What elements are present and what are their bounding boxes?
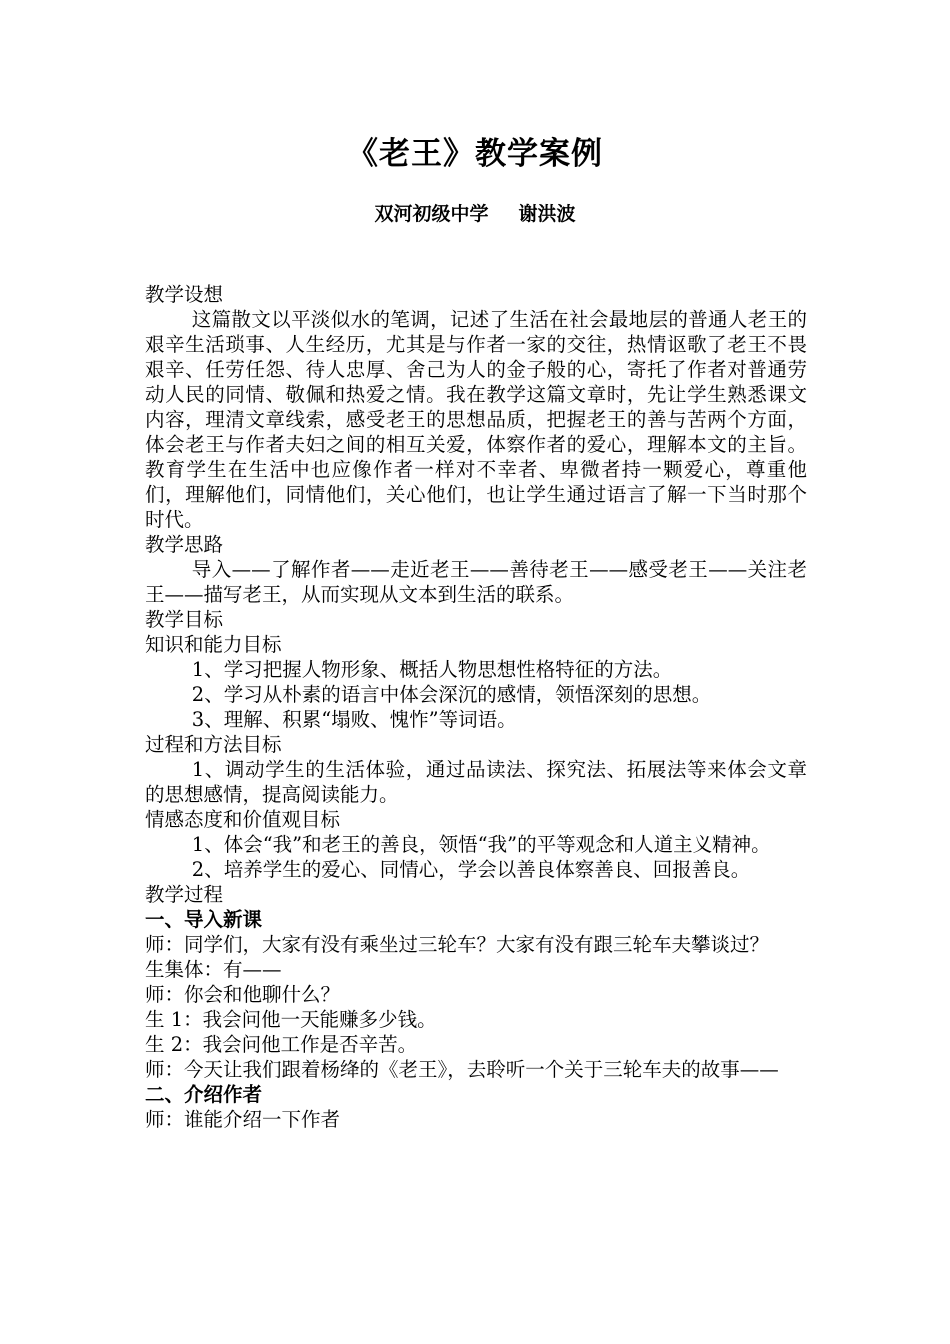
- dialogue-line: 师：今天让我们跟着杨绛的《老王》，去聆听一个关于三轮车夫的故事——: [145, 1058, 779, 1081]
- step1-heading: 一、导入新课: [145, 908, 263, 931]
- goal-knowledge-1: 1、学习把握人物形象、概括人物思想性格特征的方法。: [191, 658, 673, 681]
- goal-emotion-2: 2、培养学生的爱心、同情心，学会以善良体察善良、回报善良。: [191, 858, 751, 881]
- paragraph-route: 导入——了解作者——走近老王——善待老王——感受老王——关注老王——描写老王，从而实现从文本到生活的联系。: [145, 558, 807, 606]
- goal-knowledge-2: 2、学习从朴素的语言中体会深沉的感情，领悟深刻的思想。: [191, 683, 712, 706]
- dialogue-line: 生 1：我会问他一天能赚多少钱。: [145, 1008, 437, 1031]
- dialogue-line: 师：你会和他聊什么？: [145, 983, 341, 1006]
- document-title: 《老王》教学案例: [347, 136, 603, 172]
- section-heading-idea: 教学设想: [145, 283, 224, 306]
- dialogue-line: 师：谁能介绍一下作者: [145, 1108, 341, 1131]
- section-heading-goal: 教学目标: [145, 608, 224, 631]
- school-name: 双河初级中学: [374, 203, 489, 225]
- section-heading-route: 教学思路: [145, 533, 224, 556]
- section-heading-process: 教学过程: [145, 883, 224, 906]
- goal-process-1: 1、调动学生的生活体验，通过品读法、探究法、拓展法等来体会文章的思想感情，提高阅读能力。: [145, 758, 807, 806]
- dialogue-line: 生 2：我会问他工作是否辛苦。: [145, 1033, 418, 1056]
- dialogue-line: 生集体：有——: [145, 958, 282, 981]
- subheading-knowledge: 知识和能力目标: [145, 633, 282, 656]
- paragraph-idea: 这篇散文以平淡似水的笔调，记述了生活在社会最地层的普通人老王的艰辛生活琐事、人生经历，尤其是与作者一家的交往，热情讴歌了老王不畏艰辛、任劳任怨、待人忠厚、舍己为人的金子般的心，寄托了作者对普通劳动人民的同情、敬佩和热爱之情。我在教学这篇文章时，先让学生熟悉课文内容，理清文章线索，感受老王的思想品质，把握老王的善与苦两个方面，体会老王与作者夫妇之间的相互关爱，体察作者的爱心，理解本文的主旨。教育学生在生活中也应像作者一样对不幸者、卑微者持一颗爱心，尊重他们，理解他们，同情他们，关心他们，也让学生通过语言了解一下当时那个时代。: [145, 308, 807, 531]
- document-body: [145, 282, 807, 1132]
- subheading-emotion: 情感态度和价值观目标: [145, 808, 341, 831]
- subheading-process: 过程和方法目标: [145, 733, 282, 756]
- dialogue-line: 师：同学们，大家有没有乘坐过三轮车？大家有没有跟三轮车夫攀谈过？: [145, 933, 770, 956]
- goal-knowledge-3: 3、理解、积累“塌败、愧怍”等词语。: [191, 708, 517, 731]
- author-line: [0, 199, 950, 226]
- goal-emotion-1: 1、体会“我”和老王的善良，领悟“我”的平等观念和人道主义精神。: [191, 833, 771, 856]
- step2-heading: 二、介绍作者: [145, 1083, 263, 1106]
- author-name: 谢洪波: [518, 203, 576, 225]
